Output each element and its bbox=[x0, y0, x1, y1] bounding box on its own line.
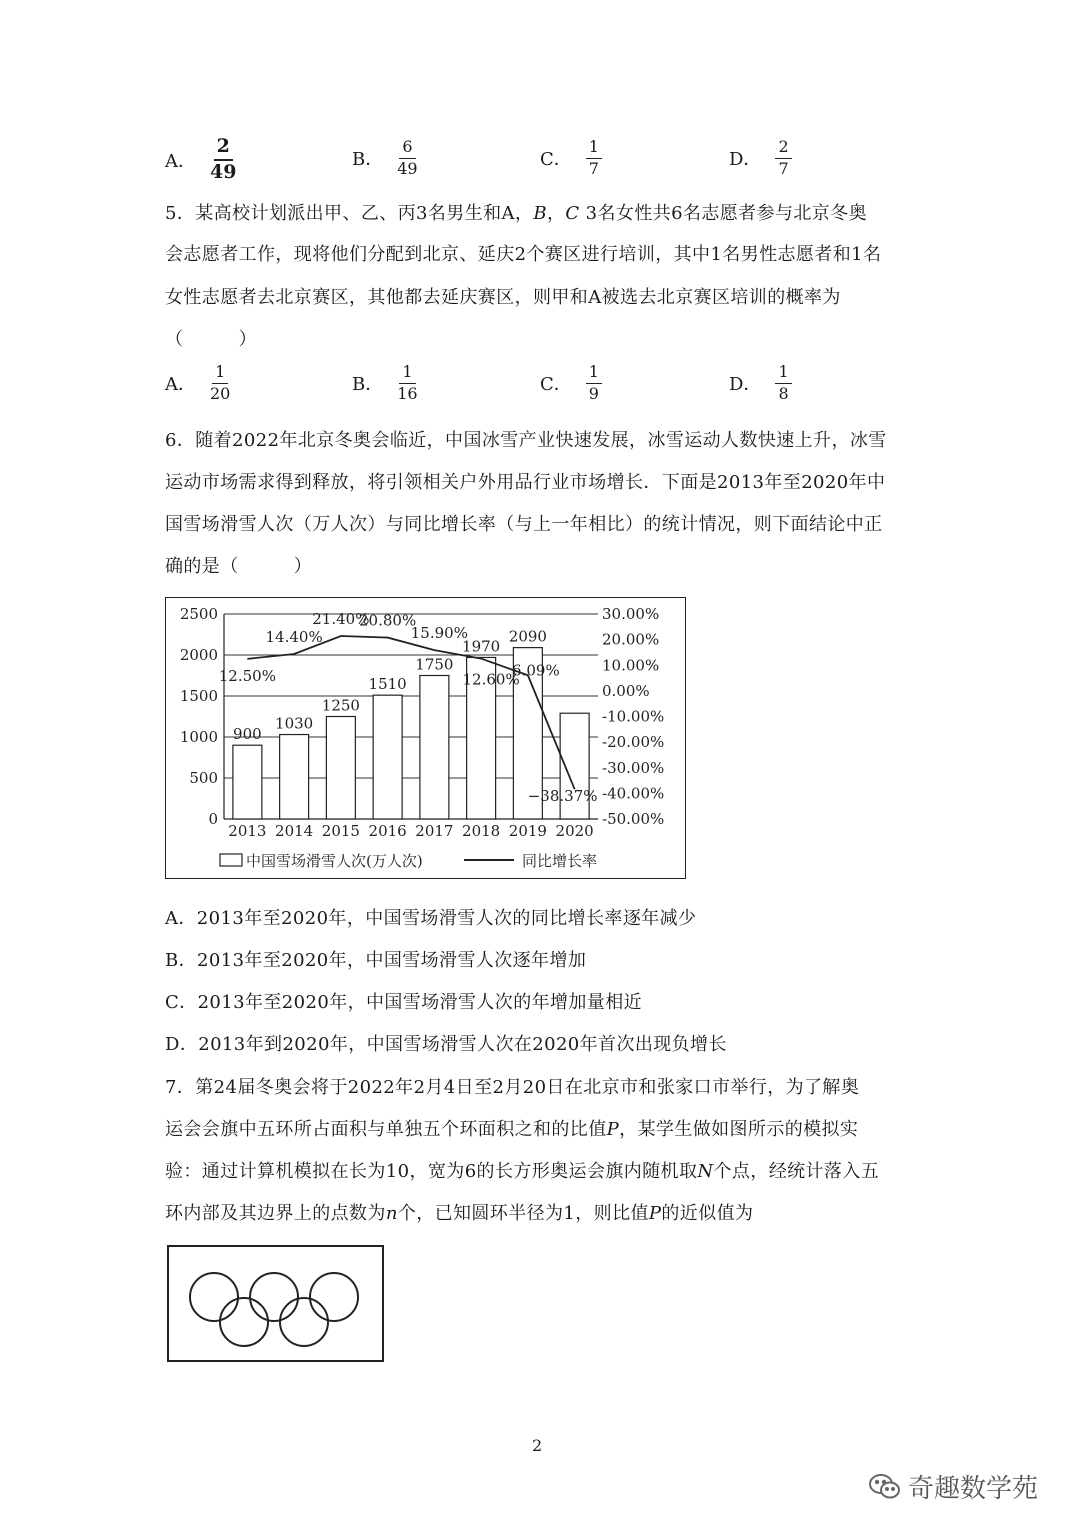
fraction: $\frac{1}{7}$ bbox=[586, 139, 602, 178]
q6-option-b: B．2013年至2020年，中国雪场滑雪人次逐年增加 bbox=[165, 950, 587, 971]
bar-label-2013: 900 bbox=[233, 725, 262, 744]
bar-2016 bbox=[373, 695, 402, 819]
bar-label-2015: 1250 bbox=[321, 696, 360, 715]
q5-answer-paren: （ ） bbox=[165, 329, 257, 350]
y-tick-left: 0 bbox=[208, 810, 218, 828]
bar-2013 bbox=[233, 745, 262, 819]
q4-option-a bbox=[165, 137, 236, 183]
y-tick-left: 500 bbox=[189, 769, 218, 787]
q4-option-c bbox=[540, 139, 602, 178]
wechat-icon bbox=[868, 1472, 902, 1502]
q5-line-3: 女性志愿者去北京赛区，其他都去延庆赛区，则甲和A被选去北京赛区培训的概率为 bbox=[165, 287, 841, 308]
y-tick-left: 1000 bbox=[179, 728, 218, 746]
q7-line-1: 7．第24届冬奥会将于2022年2月4日至2月20日在北京市和张家口市举行，为了解奥 bbox=[165, 1077, 860, 1098]
olympic-flag-figure bbox=[167, 1245, 384, 1362]
rate-label-2020: −38.37% bbox=[527, 787, 598, 806]
x-tick: 2018 bbox=[462, 822, 501, 840]
option-letter: B． bbox=[352, 149, 384, 171]
bar-2014 bbox=[280, 735, 309, 819]
bar-2017 bbox=[420, 676, 449, 820]
q7-line-2: 运会会旗中五环所占面积与单独五个环面积之和的比值P，某学生做如图所示的模拟实 bbox=[165, 1119, 859, 1140]
y-tick-left: 1500 bbox=[179, 687, 218, 705]
q5-option-b bbox=[352, 364, 418, 403]
q5-option-d bbox=[729, 364, 792, 403]
ring-bottom-left bbox=[220, 1298, 268, 1346]
q7-line-3: 验：通过计算机模拟在长为10，宽为6的长方形奥运会旗内随机取N个点，经统计落入五 bbox=[165, 1161, 880, 1182]
ring-top-middle bbox=[250, 1273, 298, 1321]
q5-option-a bbox=[165, 364, 230, 403]
ring-top-left bbox=[190, 1273, 238, 1321]
q6-line-1: 6．随着2022年北京冬奥会临近，中国冰雪产业快速发展，冰雪运动人数快速上升，冰雪 bbox=[165, 430, 887, 451]
y-tick-right: -40.00% bbox=[602, 784, 665, 803]
q6-option-d: D．2013年到2020年，中国雪场滑雪人次在2020年首次出现负增长 bbox=[165, 1034, 727, 1055]
y-tick-left: 2000 bbox=[179, 646, 218, 664]
rate-label-2015: 21.40% bbox=[312, 610, 370, 629]
fraction: $\frac{1}{8}$ bbox=[775, 364, 791, 403]
q5-line-1: 5．某高校计划派出甲、乙、丙3名男生和A，B，C 3名女性共6名志愿者参与北京冬奥 bbox=[165, 203, 867, 224]
rate-label-2017: 15.90% bbox=[410, 624, 468, 643]
y-tick-right: 30.00% bbox=[602, 605, 660, 623]
x-tick: 2016 bbox=[368, 822, 407, 840]
y-tick-left: 2500 bbox=[179, 605, 218, 623]
bar-2015 bbox=[326, 717, 355, 820]
bar-label-2018: 1970 bbox=[462, 637, 501, 656]
rate-label-2016: 20.80% bbox=[359, 611, 417, 630]
q5-option-c bbox=[540, 364, 602, 403]
y-tick-right: 20.00% bbox=[602, 630, 660, 649]
y-tick-right: 0.00% bbox=[602, 681, 650, 700]
rate-label-2019: 6.09% bbox=[512, 661, 560, 680]
q5-line-2: 会志愿者工作，现将他们分配到北京、延庆2个赛区进行培训，其中1名男性志愿者和1名 bbox=[165, 244, 882, 265]
x-tick: 2019 bbox=[508, 822, 547, 840]
q6-line-3: 国雪场滑雪人次（万人次）与同比增长率（与上一年相比）的统计情况，则下面结论中正 bbox=[165, 514, 883, 535]
ring-top-right bbox=[310, 1273, 358, 1321]
q6-option-c: C．2013年至2020年，中国雪场滑雪人次的年增加量相近 bbox=[165, 992, 642, 1013]
option-letter: A． bbox=[165, 374, 196, 396]
y-tick-right: -50.00% bbox=[602, 810, 665, 828]
fraction: $\frac{2}{7}$ bbox=[775, 139, 791, 178]
q4-option-b bbox=[352, 139, 418, 178]
legend-bar-label: 中国雪场滑雪人次(万人次) bbox=[246, 852, 423, 870]
ski-chart-frame bbox=[165, 597, 686, 879]
legend-line-label: 同比增长率 bbox=[522, 852, 598, 870]
option-letter: A． bbox=[165, 150, 196, 172]
fraction: $\frac{1}{20}$ bbox=[210, 362, 231, 403]
q4-option-d bbox=[729, 139, 792, 178]
rate-label-2013: 12.50% bbox=[218, 666, 276, 685]
x-tick: 2015 bbox=[321, 822, 360, 840]
q6-option-a: A．2013年至2020年，中国雪场滑雪人次的同比增长率逐年减少 bbox=[165, 908, 697, 929]
rate-label-2018: 12.60% bbox=[462, 670, 520, 689]
y-tick-right: -10.00% bbox=[602, 707, 665, 726]
watermark-text: 奇趣数学苑 bbox=[908, 1474, 1039, 1504]
option-letter: B． bbox=[352, 374, 384, 396]
page-number: 2 bbox=[532, 1436, 543, 1455]
fraction: $\frac{1}{16}$ bbox=[397, 362, 418, 403]
y-tick-right: 10.00% bbox=[602, 656, 660, 675]
bar-label-2017: 1750 bbox=[415, 655, 454, 674]
ski-chart bbox=[166, 598, 684, 877]
q6-line-4: 确的是（ ） bbox=[165, 556, 313, 577]
y-tick-right: -20.00% bbox=[602, 733, 665, 752]
q7-line-4: 环内部及其边界上的点数为n个，已知圆环半径为1，则比值P的近似值为 bbox=[165, 1203, 754, 1224]
bar-label-2014: 1030 bbox=[275, 714, 314, 733]
fraction: $\frac{2}{49}$ bbox=[210, 135, 237, 183]
watermark bbox=[868, 1468, 1038, 1505]
fraction: $\frac{6}{49}$ bbox=[397, 137, 418, 178]
bar-label-2016: 1510 bbox=[368, 675, 407, 694]
fraction: $\frac{1}{9}$ bbox=[586, 364, 602, 403]
x-tick: 2013 bbox=[228, 822, 267, 840]
x-tick: 2017 bbox=[415, 822, 454, 840]
legend-bar-swatch bbox=[220, 854, 242, 866]
option-letter: C． bbox=[540, 149, 572, 171]
y-tick-right: -30.00% bbox=[602, 758, 665, 777]
q6-line-2: 运动市场需求得到释放，将引领相关户外用品行业市场增长．下面是2013年至2020年中 bbox=[165, 472, 886, 493]
option-letter: D． bbox=[729, 149, 762, 171]
bar-label-2019: 2090 bbox=[508, 627, 547, 646]
option-letter: C． bbox=[540, 374, 572, 396]
x-tick: 2014 bbox=[275, 822, 314, 840]
x-tick: 2020 bbox=[555, 822, 594, 840]
ring-bottom-right bbox=[280, 1298, 328, 1346]
option-letter: D． bbox=[729, 374, 762, 396]
rate-label-2014: 14.40% bbox=[265, 627, 323, 646]
